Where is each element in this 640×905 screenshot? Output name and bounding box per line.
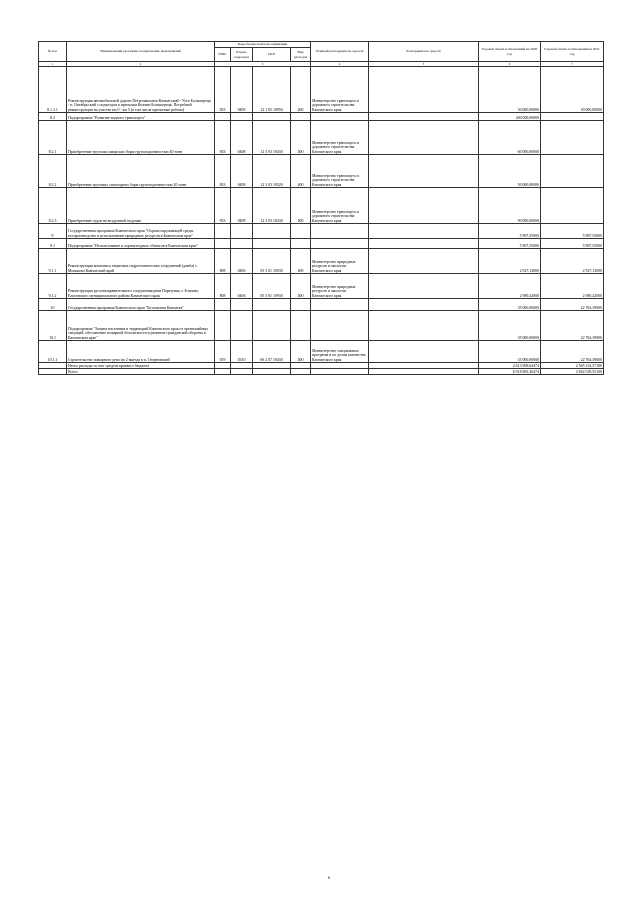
cell-grbs: 808 <box>215 249 231 274</box>
cell-raspor <box>369 299 479 311</box>
header-num: № п/п <box>39 42 67 62</box>
cell-razdel <box>231 113 253 121</box>
cell-sum-2021 <box>541 113 604 121</box>
cell-num: 9 <box>39 224 67 239</box>
cell-num: 9.1.1 <box>39 249 67 274</box>
cell-sum-2020: 5 907,55000 <box>479 224 541 239</box>
cell-num: 9.1.2 <box>39 274 67 299</box>
cell-grbs: 833 <box>215 188 231 224</box>
table-row <box>39 155 604 188</box>
total-row <box>39 369 604 375</box>
cell-sum-2021: 5 987,55000 <box>541 224 604 239</box>
cell-name: Приобретение грузопассажирских барж грузоподъемностью 40 тонн <box>67 121 215 155</box>
cell-vr <box>291 299 311 311</box>
cell-vr: 400 <box>291 155 311 188</box>
cell-vr: 400 <box>291 67 311 113</box>
header-glavniy: Главный распорядитель средств <box>311 42 369 62</box>
cell-glavniy: Министерство природных ресурсов и экологии Камчатского края <box>311 274 369 299</box>
cell-vr: 400 <box>291 274 311 299</box>
cell-name: Приобретение судов на воздушной подушке <box>67 188 215 224</box>
cell-num: 8.2 <box>39 113 67 121</box>
cell-raspor <box>369 239 479 249</box>
header-name: Наименования программ, подпрограмм, мероприятий <box>67 42 215 62</box>
total-2021: 2 844 539,55100 <box>541 369 604 375</box>
table-row <box>39 274 604 299</box>
cell-vr <box>291 311 311 341</box>
cell-csr: 12 3 03 10430 <box>253 188 291 224</box>
cell-num: 9.1 <box>39 239 67 249</box>
cell-vr: 400 <box>291 341 311 363</box>
cell-sum-2021 <box>541 188 604 224</box>
cell-sum-2020: 60 000,00000 <box>479 121 541 155</box>
cell-razdel <box>231 239 253 249</box>
cell-num: 8.2.2 <box>39 155 67 188</box>
cell-num: 8.1.1.1 <box>39 67 67 113</box>
column-index: 3 <box>215 62 311 67</box>
cell-sum-2021: 5 987,55000 <box>541 239 604 249</box>
cell-sum-2020: 35 000,00000 <box>479 299 541 311</box>
cell-sum-2021: 30 000,00000 <box>541 67 604 113</box>
cell-razdel <box>231 299 253 311</box>
cell-name: Реконструкция комплекса защитных гидротехнических сооружений (дамба) с. Мильково Камчатский край <box>67 249 215 274</box>
cell-grbs: 808 <box>215 274 231 299</box>
cell-raspor <box>369 155 479 188</box>
cell-glavniy <box>311 224 369 239</box>
cell-grbs: 833 <box>215 155 231 188</box>
cell-vr <box>291 224 311 239</box>
cell-vr <box>291 113 311 121</box>
page-number: 6 <box>328 875 330 880</box>
total-label: Всего <box>67 369 215 375</box>
cell-name: Реконструкция русловыправительного сооружения реки Паратунка, г. Елизово, Елизовского муниципального района Камчатского края <box>67 274 215 299</box>
cell-glavniy: Министерство специальных программ и по делам казачества Камчатского края <box>311 341 369 363</box>
cell-raspor <box>369 188 479 224</box>
cell-csr <box>253 113 291 121</box>
table-row <box>39 113 604 121</box>
cell-sum-2021: 2 980,42000 <box>541 274 604 299</box>
cell-csr: 05 3 01 10930 <box>253 249 291 274</box>
cell-num <box>39 369 67 375</box>
cell-sum-2020: 50 000,00000 <box>479 155 541 188</box>
cell-razdel: 0408 <box>231 188 253 224</box>
table-row <box>39 249 604 274</box>
cell-csr <box>253 239 291 249</box>
cell-raspor <box>369 113 479 121</box>
column-index: 6 <box>479 62 541 67</box>
cell-name: Подпрограмма "Защита населения и территорий Камчатского края от чрезвычайных ситуаций, обеспечение пожарной безопасности и развитие гражданской обороны в Камчатском крае" <box>67 311 215 341</box>
table-row <box>39 67 604 113</box>
cell-sum-2021: 22 764,39000 <box>541 299 604 311</box>
cell-csr: 12 3 03 10430 <box>253 121 291 155</box>
cell-name: Государственная программа Камчатского края "Безопасная Камчатка" <box>67 299 215 311</box>
cell-vr: 400 <box>291 249 311 274</box>
cell-glavniy <box>311 299 369 311</box>
cell-csr: 05 3 01 10930 <box>253 274 291 299</box>
cell-name: Приобретение грузовых самоходных барж грузоподъемностью 20 тонн <box>67 155 215 188</box>
cell-razdel: 0408 <box>231 155 253 188</box>
cell-sum-2021 <box>541 121 604 155</box>
cell-name: Подпрограмма "Развитие водного транспорта" <box>67 113 215 121</box>
header-csr: ЦСР <box>253 48 291 62</box>
cell-sum-2021: 2 927,13000 <box>541 249 604 274</box>
cell-sum-2021: 22 764,39000 <box>541 341 604 363</box>
column-index: 4 <box>311 62 369 67</box>
cell-sum-2020: 200 000,00000 <box>479 113 541 121</box>
cell-raspor <box>369 311 479 341</box>
column-index: 7 <box>541 62 604 67</box>
cell-glavniy <box>311 113 369 121</box>
cell-vr: 400 <box>291 121 311 155</box>
cell-sum-2020: 30 000,00000 <box>479 67 541 113</box>
table-body <box>39 67 604 369</box>
table-row <box>39 311 604 341</box>
cell-name: Итого расходы за счет средств краевого бюджета <box>67 363 215 369</box>
cell-raspor <box>369 274 479 299</box>
cell-csr <box>253 311 291 341</box>
cell-vr <box>291 239 311 249</box>
cell-grbs <box>215 299 231 311</box>
cell-glavniy: Министерство транспорта и дорожного строительства Камчатского края <box>311 155 369 188</box>
header-sum2021: Годовой объем ассигнований на 2021 год <box>541 42 604 62</box>
cell-grbs <box>215 113 231 121</box>
total-2020: 6 918 881,46474 <box>479 369 541 375</box>
cell-razdel: 0406 <box>231 274 253 299</box>
cell-sum-2020: 5 907,55000 <box>479 239 541 249</box>
cell-name: Подпрограмма "Использование и охрана водных объектов в Камчатском крае" <box>67 239 215 249</box>
cell-grbs: 019 <box>215 341 231 363</box>
cell-csr <box>253 299 291 311</box>
cell-grbs: 833 <box>215 121 231 155</box>
cell-sum-2021 <box>541 155 604 188</box>
cell-sum-2020: 35 000,00000 <box>479 311 541 341</box>
cell-raspor <box>369 341 479 363</box>
cell-sum-2020: 2 613 909,64474 <box>479 363 541 369</box>
header-sum2020: Годовой объем ассигнований на 2020 год <box>479 42 541 62</box>
cell-razdel: 0408 <box>231 121 253 155</box>
cell-sum-2020: 90 000,00000 <box>479 188 541 224</box>
column-index: 5 <box>369 62 479 67</box>
cell-csr: 12 3 03 10520 <box>253 155 291 188</box>
cell-raspor <box>369 67 479 113</box>
cell-num: 10 <box>39 299 67 311</box>
cell-csr: 06 2 07 10430 <box>253 341 291 363</box>
cell-sum-2020: 35 000,00000 <box>479 341 541 363</box>
header-vr: Вид расходов <box>291 48 311 62</box>
cell-razdel: 0409 <box>231 67 253 113</box>
cell-num: 8.2.3 <box>39 188 67 224</box>
cell-name: Строительство пожарного депо на 2 выезда в п. Озерновский <box>67 341 215 363</box>
cell-num: 10.1.1 <box>39 341 67 363</box>
cell-glavniy: Министерство транспорта и дорожного строительства Камчатского края <box>311 188 369 224</box>
budget-table <box>38 41 604 375</box>
cell-razdel: 0406 <box>231 249 253 274</box>
cell-sum-2021: 2 565 133,37100 <box>541 363 604 369</box>
cell-csr: 12 1 05 10950 <box>253 67 291 113</box>
cell-grbs <box>215 311 231 341</box>
header-raspor: Распорядитель средств <box>369 42 479 62</box>
cell-raspor <box>369 121 479 155</box>
cell-num: 8.2.1 <box>39 121 67 155</box>
cell-sum-2020: 2 927,13000 <box>479 249 541 274</box>
table-row <box>39 239 604 249</box>
table-row <box>39 188 604 224</box>
cell-glavniy: Министерство транспорта и дорожного строительства Камчатского края <box>311 121 369 155</box>
cell-glavniy <box>311 239 369 249</box>
cell-grbs <box>215 224 231 239</box>
cell-raspor <box>369 249 479 274</box>
table-row <box>39 224 604 239</box>
cell-razdel: 0310 <box>231 341 253 363</box>
cell-grbs: 833 <box>215 67 231 113</box>
cell-num: 10.1 <box>39 311 67 341</box>
cell-sum-2020: 2 980,42000 <box>479 274 541 299</box>
cell-razdel <box>231 224 253 239</box>
header-codes-group: Коды бюджетной классификации <box>215 42 311 48</box>
cell-raspor <box>369 224 479 239</box>
column-index: 1 <box>39 62 67 67</box>
cell-glavniy: Министерство природных ресурсов и экологии Камчатского края <box>311 249 369 274</box>
table-row <box>39 299 604 311</box>
cell-csr <box>253 224 291 239</box>
cell-sum-2021: 22 764,39000 <box>541 311 604 341</box>
cell-grbs <box>215 239 231 249</box>
cell-vr: 400 <box>291 188 311 224</box>
cell-glavniy <box>311 311 369 341</box>
cell-name: Реконструкция автомобильной дороги Петропавловск-Камчатский - Усть-Большерецк - п. Октябрьский с подъездом к причалам Кихчик-Большерецк. Погребной реконструкции на участке км 0 - км 5 (в том числе проектные работы) <box>67 67 215 113</box>
header-razdel: Раздел, подраздел <box>231 48 253 62</box>
table-row <box>39 341 604 363</box>
cell-glavniy: Министерство транспорта и дорожного строительства Камчатского края <box>311 67 369 113</box>
table-row <box>39 121 604 155</box>
column-index: 2 <box>67 62 215 67</box>
table-header <box>39 42 604 67</box>
header-grbs: ГРБС <box>215 48 231 62</box>
cell-razdel <box>231 311 253 341</box>
cell-name: Государственная программа Камчатского края "Охрана окружающей среды, воспроизводство и использование природных ресурсов в Камчатском крае" <box>67 224 215 239</box>
